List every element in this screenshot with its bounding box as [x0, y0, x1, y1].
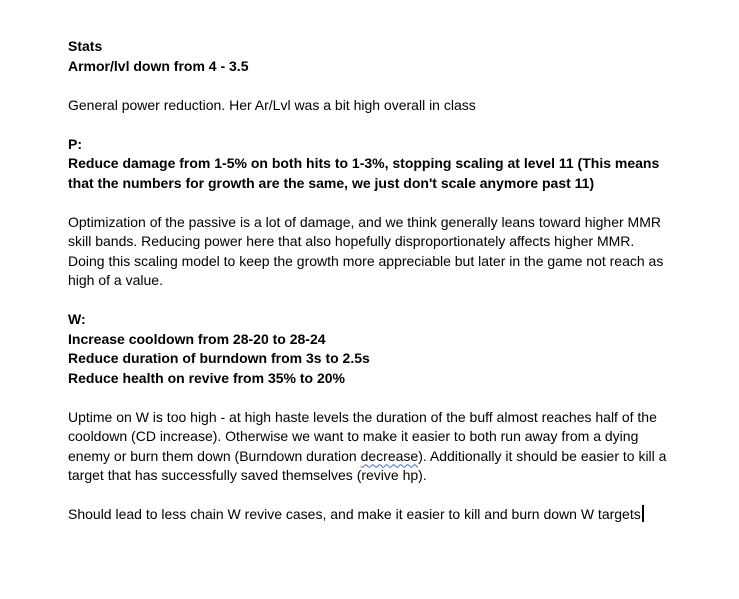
w-summary-text: Should lead to less chain W revive cases, and make it easier to kill and burn down W targets: [68, 506, 641, 522]
document-body[interactable]: [68, 37, 708, 525]
w-heading: W:: [68, 311, 86, 327]
w-note-line-3: [68, 447, 708, 467]
stats-note: General power reduction. Her Ar/Lvl was a bit high overall in class: [68, 96, 476, 113]
blank-line: [68, 291, 708, 311]
text-cursor: [642, 505, 644, 522]
passive-note-line-4: high of a value.: [68, 272, 163, 288]
passive-change-line-1: Reduce damage from 1-5% on both hits to 1-3%, stopping scaling at level 11 (This means: [68, 155, 660, 171]
passive-note-line-2: skill bands. Reducing power here that also hopefully disproportionately affects higher MMR.: [68, 233, 635, 249]
spellcheck-flagged-word[interactable]: decrease: [360, 447, 419, 464]
passive-change-line-2: that the numbers for growth are the same, we just don't scale anymore past 11): [68, 174, 595, 191]
stats-change: Armor/lvl down from 4 - 3.5: [68, 57, 249, 74]
blank-line: [68, 486, 708, 506]
blank-line: [68, 388, 708, 408]
w-change-cooldown: Increase cooldown from 28-20 to 28-24: [68, 330, 326, 347]
w-change-revive-health: Reduce health on revive from 35% to 20%: [68, 369, 345, 386]
w-summary-line[interactable]: [68, 505, 708, 525]
w-note-line-2: cooldown (CD increase). Otherwise we want to make it easier to both run away from a dying: [68, 428, 639, 444]
blank-line: [68, 193, 708, 213]
w-note-line-1: Uptime on W is too high - at high haste levels the duration of the buff almost reaches half of the: [68, 408, 657, 425]
blank-line: [68, 76, 708, 96]
w-change-burndown: Reduce duration of burndown from 3s to 2.5s: [68, 350, 370, 366]
w-note-line-3-end: ). Additionally it should be easier to kill a: [418, 447, 667, 464]
blank-line: [68, 115, 708, 135]
passive-heading: P:: [68, 135, 82, 152]
passive-note-line-1: Optimization of the passive is a lot of damage, and we think generally leans toward higher MMR: [68, 213, 661, 230]
stats-heading: Stats: [68, 38, 103, 54]
w-note-line-4: target that has successfully saved themselves (revive hp).: [68, 467, 427, 483]
passive-note-line-3: Doing this scaling model to keep the growth more appreciable but later in the game not reach as: [68, 252, 664, 269]
w-note-line-3-start: enemy or burn them down (Burndown duration: [68, 447, 361, 464]
